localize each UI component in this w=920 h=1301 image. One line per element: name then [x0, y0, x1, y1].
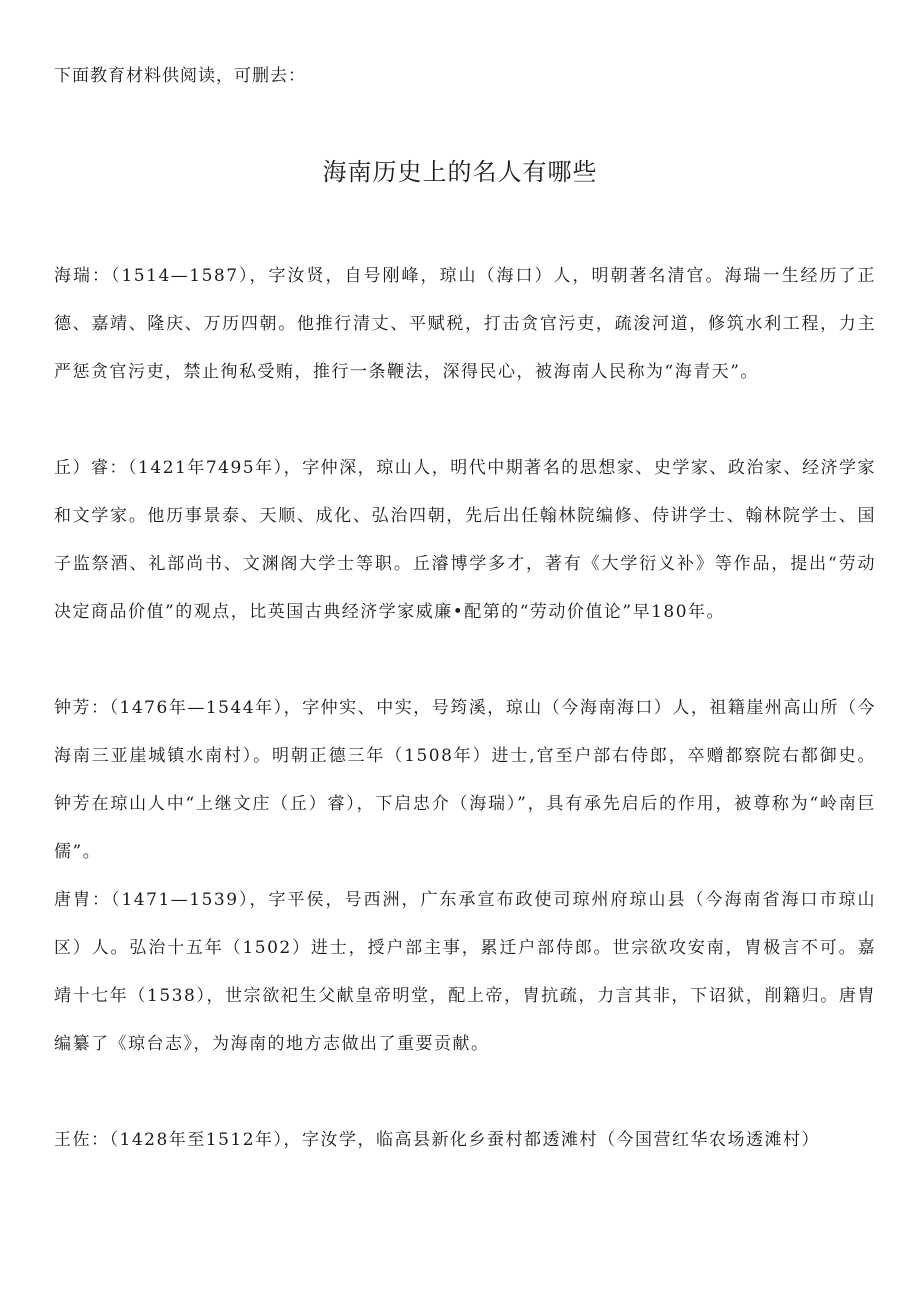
entry-zhong-fang: 钟芳：（1476年—1544年），字仲实、中实，号筠溪，琼山（今海南海口）人，祖籍崖州高山所（今海南三亚崖城镇水南村）。明朝正德三年（1508年）进士,官至户部右侍郎，卒赠都察院右都御史。钟芳在琼山人中“上继文庄（丘）睿），下启忠介（海瑞）”，具有承先启后的作用，被尊称为“岭南巨儒”。 [54, 698, 876, 862]
biography-list [54, 252, 876, 1164]
entry-wang-zuo: 王佐：（1428年至1512年），字汝学，临高县新化乡蚕村都透滩村（今国营红华农场透滩村） [54, 1130, 821, 1150]
entry-qiu-jun: 丘）睿：（1421年7495年），字仲深，琼山人，明代中期著名的思想家、史学家、政治家、经济学家和文学家。他历事景泰、天顺、成化、弘治四朝，先后出任翰林院编修、侍讲学士、翰林院学士、国子监祭酒、礼部尚书、文渊阁大学士等职。丘濬博学多才，著有《大学衍义补》等作品，提出“劳动决定商品价值”的观点，比英国古典经济学家威廉•配第的“劳动价值论”早180年。 [54, 458, 876, 622]
entry-tang-zhou: 唐胄：（1471—1539），字平侯，号西洲，广东承宣布政使司琼州府琼山县（今海南省海口市琼山区）人。弘治十五年（1502）进士，授户部主事，累迁户部侍郎。世宗欲攻安南，胄极言不可。嘉靖十七年（1538），世宗欲祀生父献皇帝明堂，配上帝，胄抗疏，力言其非，下诏狱，削籍归。唐胄编纂了《琼台志》，为海南的地方志做出了重要贡献。 [54, 890, 876, 1054]
reading-note: 下面教育材料供阅读，可删去： [54, 66, 306, 86]
entry-hai-rui: 海瑞：（1514—1587），字汝贤，自号刚峰，琼山（海口）人，明朝著名清官。海瑞一生经历了正德、嘉靖、隆庆、万历四朝。他推行清丈、平赋税，打击贪官污吏，疏浚河道，修筑水利工程，力主严惩贪官污吏，禁止徇私受贿，推行一条鞭法，深得民心，被海南人民称为“海青天”。 [54, 266, 876, 382]
page-title: 海南历史上的名人有哪些 [322, 158, 598, 186]
